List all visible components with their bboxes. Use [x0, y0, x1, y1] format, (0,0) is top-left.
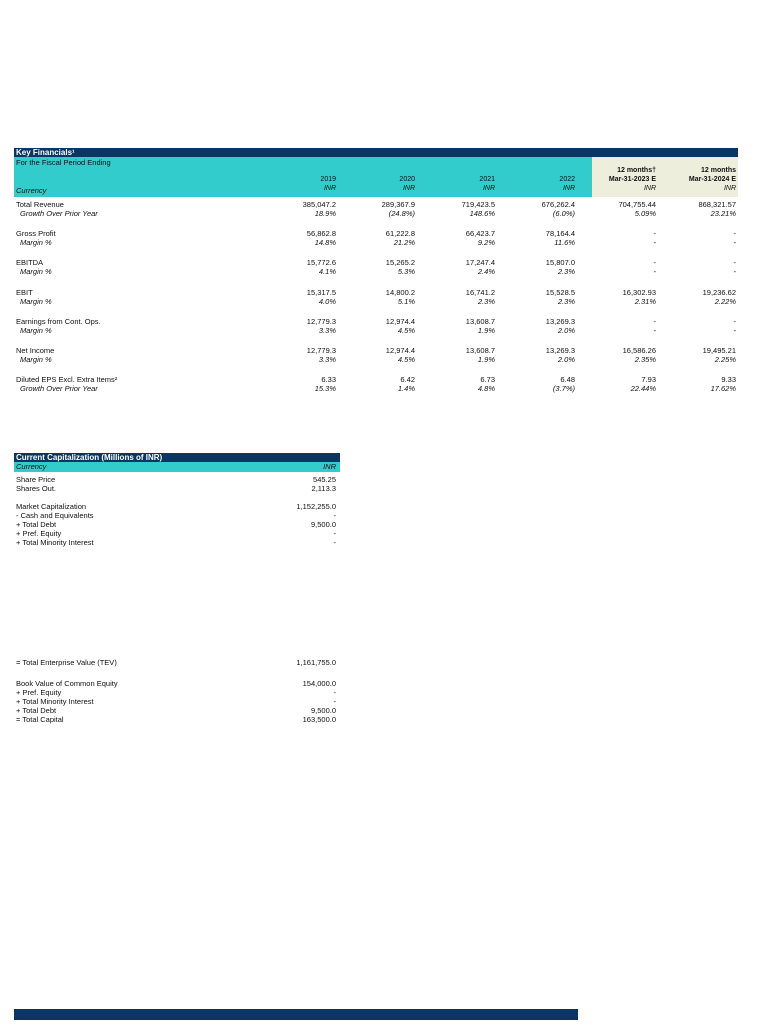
cell-value: - [733, 238, 736, 247]
capitalization-row-label: + Pref. Equity [16, 688, 62, 697]
cell-value: 15,528.5 [545, 288, 575, 297]
column-header [405, 175, 495, 193]
cell-value: 61,222.8 [385, 229, 415, 238]
cell-value: 17,247.4 [465, 258, 495, 267]
cell-value: 12,974.4 [385, 346, 415, 355]
capitalization-row-value: 154,000.0 [302, 679, 336, 688]
column-header-period: 2021 [479, 176, 495, 183]
capitalization-row-label: + Total Debt [16, 520, 57, 529]
table-row [14, 355, 738, 364]
key-financials-title: Key Financials¹ [14, 148, 738, 157]
capitalization-row-value: - [333, 688, 336, 697]
column-header-line1: 12 months† [617, 167, 656, 174]
cell-value: 14,800.2 [385, 288, 415, 297]
row-label: Margin % [20, 238, 52, 247]
column-header-currency: INR [562, 185, 575, 192]
cell-value: 19,495.21 [702, 346, 736, 355]
cell-value: 4.8% [477, 384, 495, 393]
cell-value: 15,265.2 [385, 258, 415, 267]
column-header [325, 175, 415, 193]
capitalization-row-value: 9,500.0 [310, 706, 336, 715]
cell-value: 6.73 [480, 375, 495, 384]
table-row [14, 317, 738, 326]
column-header-currency: INR [323, 185, 336, 192]
capitalization-row-label: + Total Debt [16, 706, 57, 715]
cell-value: (3.7%) [552, 384, 575, 393]
cell-value: 13,608.7 [465, 346, 495, 355]
table-row [14, 229, 738, 238]
cell-value: 1.9% [477, 355, 495, 364]
cell-value: - [653, 229, 656, 238]
cell-value: 6.33 [321, 375, 336, 384]
cell-value: 16,302.93 [622, 288, 656, 297]
cell-value: 16,741.2 [465, 288, 495, 297]
row-label: Net Income [16, 346, 55, 355]
cell-value: 56,862.8 [306, 229, 336, 238]
cell-value: 9.2% [477, 238, 495, 247]
cell-value: 12,974.4 [385, 317, 415, 326]
capitalization-row-value: - [333, 529, 336, 538]
cell-value: 15.3% [314, 384, 336, 393]
cell-value: (6.0%) [552, 209, 575, 218]
cell-value: 4.0% [318, 297, 336, 306]
capitalization-row-label: + Total Minority Interest [16, 697, 94, 706]
cell-value: 868,321.57 [698, 200, 736, 209]
table-row [14, 375, 738, 384]
currency-label: Currency [16, 186, 47, 195]
capitalization-row-label: + Pref. Equity [16, 529, 62, 538]
cell-value: - [653, 258, 656, 267]
cell-value: 2.0% [557, 355, 575, 364]
cell-value: 9.33 [721, 375, 736, 384]
cell-value: 4.5% [397, 355, 415, 364]
key-financials-table [14, 148, 738, 393]
table-row [14, 297, 738, 306]
row-label: Margin % [20, 267, 52, 276]
capitalization-row-value: - [333, 511, 336, 520]
cell-value: 289,367.9 [381, 200, 415, 209]
capitalization-row-value: 163,500.0 [302, 715, 336, 724]
cell-value: - [733, 317, 736, 326]
capitalization-row-value: 9,500.0 [310, 520, 336, 529]
tev-row [14, 658, 340, 667]
row-label: Total Revenue [16, 200, 64, 209]
cell-value: - [653, 238, 656, 247]
capitalization-row-label: + Total Minority Interest [16, 538, 94, 547]
column-header-currency: INR [643, 185, 656, 192]
capitalization-row-label: Share Price [16, 475, 56, 484]
capitalization-row-label: Market Capitalization [16, 502, 87, 511]
tev-value: 1,161,755.0 [296, 658, 336, 667]
cell-value: 14.8% [314, 238, 336, 247]
capitalization-row [14, 493, 340, 502]
cell-value: 19,236.62 [702, 288, 736, 297]
cell-value: 148.6% [469, 209, 495, 218]
capitalization-row [14, 520, 340, 529]
cell-value: - [733, 258, 736, 267]
row-label: Earnings from Cont. Ops. [16, 317, 101, 326]
table-row [14, 267, 738, 276]
column-header [566, 166, 656, 193]
capitalization-currency-label: Currency [16, 462, 47, 471]
column-header [485, 175, 575, 193]
cell-value: 2.3% [557, 297, 575, 306]
cell-value: (24.8%) [388, 209, 415, 218]
row-label: Margin % [20, 355, 52, 364]
cell-value: 21.2% [393, 238, 415, 247]
capitalization-row-label: = Total Capital [16, 715, 64, 724]
cell-value: 78,164.4 [545, 229, 575, 238]
cell-value: - [733, 326, 736, 335]
cell-value: 704,755.44 [618, 200, 656, 209]
cell-value: 2.31% [634, 297, 656, 306]
table-row [14, 346, 738, 355]
table-row [14, 288, 738, 297]
row-label: Growth Over Prior Year [20, 209, 98, 218]
capitalization-row-value: 545.25 [313, 475, 336, 484]
capitalization-row-label: - Cash and Equivalents [16, 511, 94, 520]
column-header-currency: INR [482, 185, 495, 192]
table-row [14, 238, 738, 247]
column-header-line1: 12 months [700, 167, 736, 174]
cell-value: 2.4% [477, 267, 495, 276]
cell-value: 66,423.7 [465, 229, 495, 238]
column-header [246, 175, 336, 193]
cell-value: 1.9% [477, 326, 495, 335]
column-header-period: 2019 [320, 176, 336, 183]
cell-value: 12,779.3 [306, 317, 336, 326]
capitalization-row [14, 529, 340, 538]
cell-value: 17.62% [710, 384, 736, 393]
cell-value: 3.3% [318, 326, 336, 335]
column-header [646, 166, 736, 193]
row-label: Gross Profit [16, 229, 56, 238]
column-header-period: Mar-31-2024 E [688, 176, 736, 183]
capitalization-currency-value: INR [323, 462, 336, 471]
period-label: For the Fiscal Period Ending [16, 158, 111, 167]
cell-value: 4.5% [397, 326, 415, 335]
cell-value: 4.1% [318, 267, 336, 276]
cell-value: 5.3% [397, 267, 415, 276]
key-financials-header [14, 157, 738, 197]
cell-value: 2.0% [557, 326, 575, 335]
column-header-currency: INR [723, 185, 736, 192]
table-row [14, 258, 738, 267]
capitalization-row [14, 697, 340, 706]
cell-value: 11.6% [554, 238, 575, 247]
row-label: EBIT [16, 288, 33, 297]
cell-value: 15,807.0 [545, 258, 575, 267]
row-label: EBITDA [16, 258, 44, 267]
cell-value: 2.3% [557, 267, 575, 276]
cell-value: 5.09% [634, 209, 656, 218]
cell-value: 5.1% [397, 297, 415, 306]
cell-value: 2.3% [477, 297, 495, 306]
capitalization-row [14, 511, 340, 520]
capitalization-row [14, 475, 340, 484]
capitalization-row-value: 2,113.3 [311, 484, 336, 493]
capitalization-row [14, 484, 340, 493]
cell-value: 22.44% [630, 384, 656, 393]
cell-value: 13,269.3 [545, 346, 575, 355]
table-row [14, 384, 738, 393]
footer-bar [14, 1009, 578, 1020]
cell-value: 2.35% [634, 355, 656, 364]
row-label: Diluted EPS Excl. Extra Items² [16, 375, 118, 384]
cell-value: 6.42 [400, 375, 415, 384]
capitalization-row [14, 706, 340, 715]
table-row [14, 200, 738, 209]
capitalization-row-value: - [333, 697, 336, 706]
cell-value: - [733, 267, 736, 276]
cell-value: - [653, 317, 656, 326]
cell-value: - [653, 267, 656, 276]
cell-value: 6.48 [560, 375, 575, 384]
cell-value: 7.93 [641, 375, 656, 384]
cell-value: 1.4% [397, 384, 415, 393]
column-header-period: 2022 [559, 176, 575, 183]
capitalization-row [14, 679, 340, 688]
tev-label: = Total Enterprise Value (TEV) [16, 658, 117, 667]
capitalization-row-label: Shares Out. [16, 484, 57, 493]
cell-value: - [653, 326, 656, 335]
column-header-period: 2020 [399, 176, 415, 183]
cell-value: - [733, 229, 736, 238]
cell-value: 13,269.3 [545, 317, 575, 326]
capitalization-row [14, 538, 340, 547]
capitalization-currency-row [14, 462, 340, 472]
capitalization-row-value: - [333, 538, 336, 547]
column-header-period: Mar-31-2023 E [608, 176, 656, 183]
capitalization-row-value: 1,152,255.0 [296, 502, 336, 511]
capitalization-row [14, 688, 340, 697]
cell-value: 676,262.4 [541, 200, 575, 209]
cell-value: 385,047.2 [302, 200, 336, 209]
capitalization-table [14, 453, 340, 724]
cell-value: 12,779.3 [306, 346, 336, 355]
cell-value: 15,317.5 [306, 288, 336, 297]
cell-value: 16,586.26 [622, 346, 656, 355]
cell-value: 15,772.6 [306, 258, 336, 267]
capitalization-row [14, 502, 340, 511]
cell-value: 3.3% [318, 355, 336, 364]
cell-value: 719,423.5 [461, 200, 495, 209]
row-label: Margin % [20, 326, 52, 335]
column-header-currency: INR [402, 185, 415, 192]
cell-value: 2.25% [714, 355, 736, 364]
cell-value: 2.22% [714, 297, 736, 306]
table-row [14, 209, 738, 218]
row-label: Growth Over Prior Year [20, 384, 98, 393]
table-row [14, 326, 738, 335]
capitalization-row-label: Book Value of Common Equity [16, 679, 118, 688]
cell-value: 13,608.7 [465, 317, 495, 326]
capitalization-title: Current Capitalization (Millions of INR) [14, 453, 340, 462]
capitalization-row [14, 715, 340, 724]
row-label: Margin % [20, 297, 52, 306]
cell-value: 18.9% [314, 209, 336, 218]
cell-value: 23.21% [710, 209, 736, 218]
